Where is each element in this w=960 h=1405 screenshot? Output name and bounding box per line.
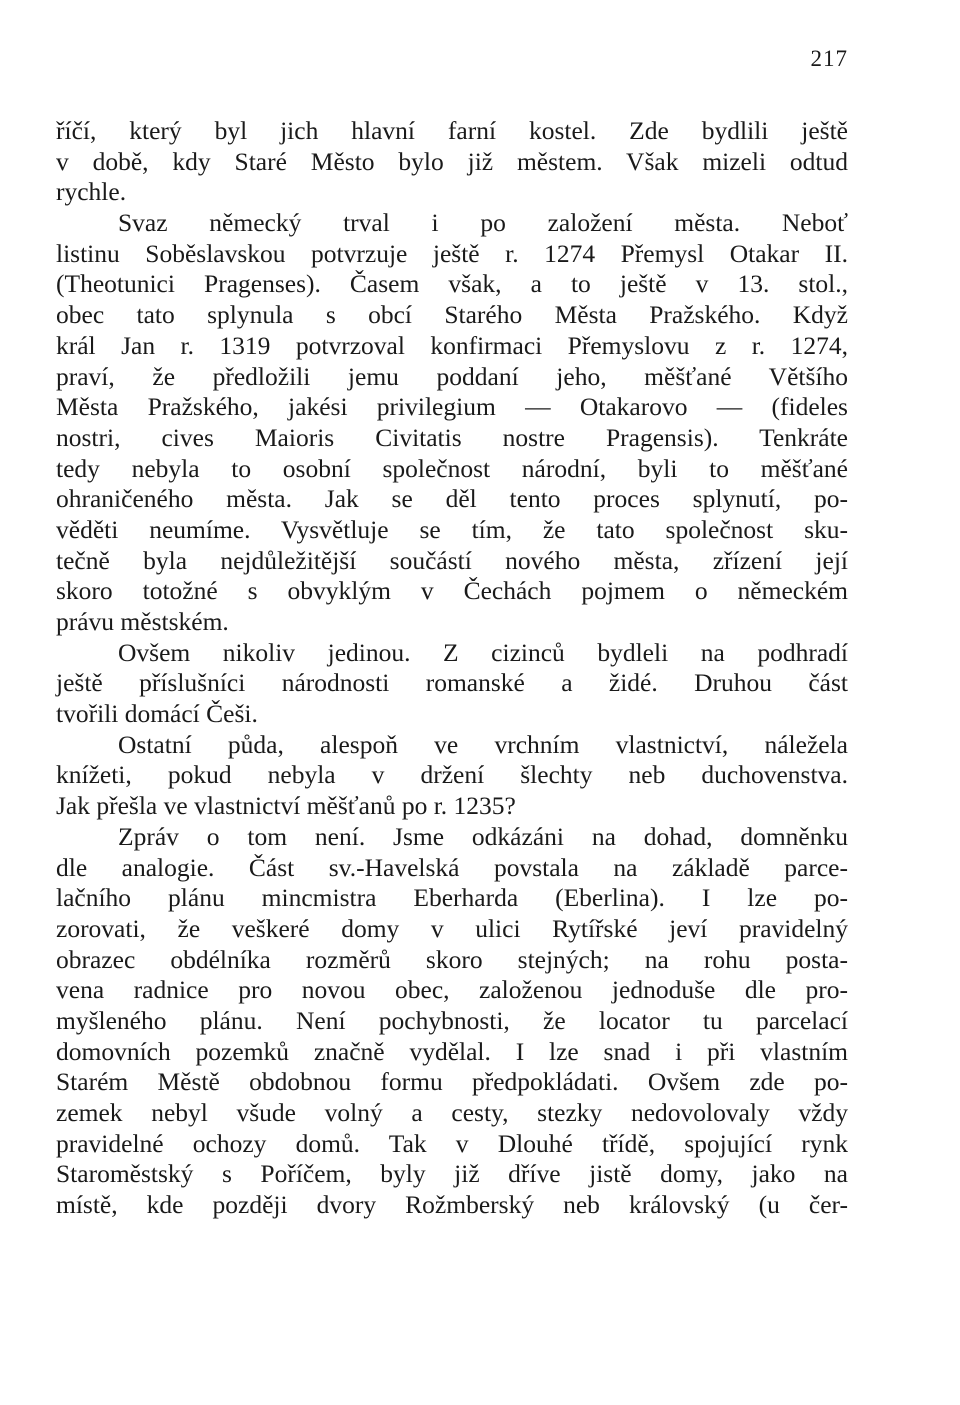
text-line: místě, kde později dvory Rožmberský neb královský (u čer- (56, 1190, 848, 1220)
text-line: skoro totožné s obvyklým v Čechách pojmem o německém (56, 576, 848, 606)
text-line: Ovšem nikoliv jedinou. Z cizinců bydleli na podhradí (118, 637, 848, 667)
text-line: dle analogie. Část sv.-Havelská povstala na základě parce- (56, 852, 848, 882)
text-line: obec tato splynula s obcí Starého Města Pražského. Když (56, 300, 848, 330)
text-line: rychle. (56, 177, 127, 207)
text-line: zemek nebyl všude volný a cesty, stezky nedovolovaly vždy (56, 1098, 848, 1127)
text-line: Města Pražského, jakési privilegium — Otakarovo — (fideles (56, 392, 848, 422)
text-line: praví, že předložili jemu poddaní jeho, měšťané Většího (56, 361, 848, 391)
text-line: knížeti, pokud nebyla v držení šlechty neb duchovenstva. (56, 760, 848, 790)
text-line: myšleného plánu. Není pochybnosti, že locator tu parcelací (56, 1005, 848, 1035)
text-line: obrazec obdélníka rozměrů skoro stejných; na rohu posta- (56, 944, 848, 974)
paragraph (56, 208, 848, 638)
paragraph (56, 730, 848, 822)
text-line: tečně byla nejdůležitější součástí nového města, zřízení její (56, 545, 848, 575)
text-line: právu městském. (56, 607, 229, 636)
text-line: v době, kdy Staré Město bylo již městem. Však mizeli odtud (56, 146, 848, 176)
text-line: Ostatní půda, alespoň ve vrchním vlastnictví, náležela (118, 729, 848, 759)
text-line: (Theotunici Pragenses). Časem však, a to ještě v 13. stol., (56, 269, 848, 299)
paragraph (56, 638, 848, 730)
text-line: nostri, cives Maioris Civitatis nostre Pragensis). Tenkráte (56, 422, 848, 452)
text-line: král Jan r. 1319 potvrzoval konfirmaci Přemyslovu z r. 1274, (56, 330, 848, 360)
text-line: Staroměstský s Poříčem, byly již dříve jistě domy, jako na (56, 1159, 848, 1189)
text-line: Starém Městě obdobnou formu předpokládati. Ovšem zde po- (56, 1067, 848, 1097)
text-line: zorovati, že veškeré domy v ulici Rytířské jeví pravidelný (56, 913, 848, 943)
text-line: vena radnice pro novou obec, založenou jednoduše dle pro- (56, 975, 848, 1005)
body-text (56, 116, 848, 1221)
text-line: Svaz německý trval i po založení města. Neboť (118, 208, 848, 238)
text-line: lačního plánu mincmistra Eberharda (Eberlina). I lze po- (56, 883, 848, 913)
text-line: ještě příslušníci národnosti romanské a židé. Druhou část (56, 668, 848, 698)
paragraph (56, 116, 848, 208)
text-line: Jak přešla ve vlastnictví měšťanů po r. 1235? (56, 791, 516, 821)
text-line: ohraničeného města. Jak se děl tento proces splynutí, po- (56, 484, 848, 514)
text-line: listinu Soběslavskou potvrzuje ještě r. 1274 Přemysl Otakar II. (56, 238, 848, 268)
text-line: tedy nebyla to osobní společnost národní, byli to měšťané (56, 453, 848, 483)
text-line: věděti neumíme. Vysvětluje se tím, že tato společnost sku- (56, 514, 848, 544)
paragraph (56, 822, 848, 1221)
text-line: Zpráv o tom není. Jsme odkázáni na dohad, domněnku (118, 821, 848, 851)
text-line: domovních pozemků značně vydělal. I lze snad i při vlastním (56, 1036, 848, 1066)
page-number: 217 (810, 46, 848, 71)
text-line: tvořili domácí Češi. (56, 699, 258, 729)
text-line: pravidelné ochozy domů. Tak v Dlouhé třídě, spojující rynk (56, 1128, 848, 1158)
text-line: říčí, který byl jich hlavní farní kostel. Zde bydlili ještě (56, 116, 848, 145)
